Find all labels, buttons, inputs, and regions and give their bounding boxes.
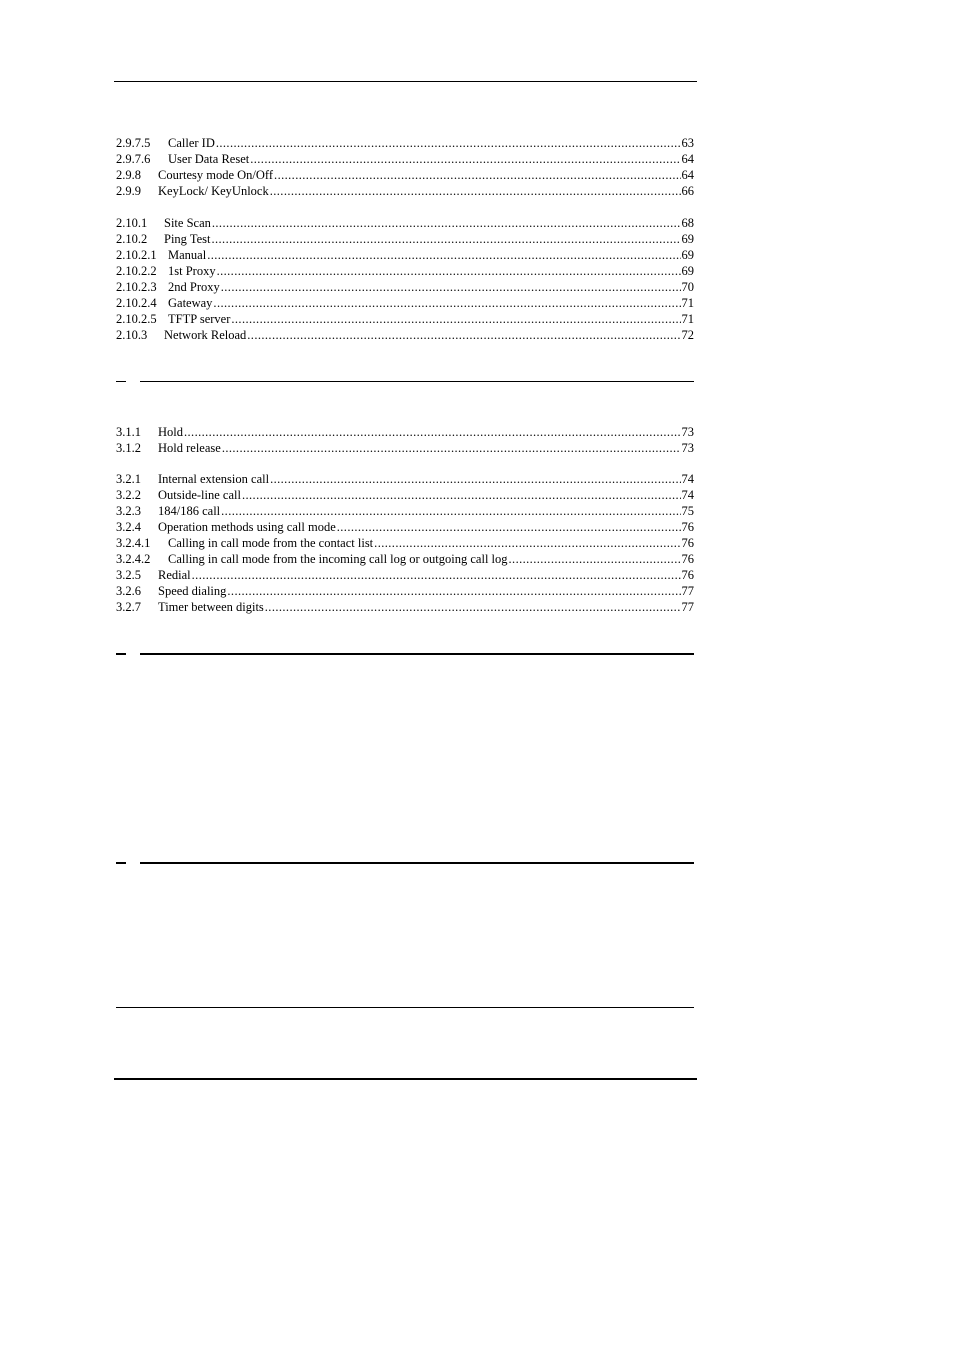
chapter-rule xyxy=(140,653,694,655)
toc-entry[interactable] xyxy=(116,247,694,263)
toc-entry-number: 3.2.6 xyxy=(116,584,141,598)
toc-entry-number: 3.2.4.1 xyxy=(116,536,151,550)
toc-entry-label: Redial xyxy=(158,568,191,582)
toc-entry-page: 69 xyxy=(681,232,694,246)
toc-entry-number: 3.2.3 xyxy=(116,504,141,518)
toc-entry-page: 70 xyxy=(681,280,694,294)
toc-entry-page: 64 xyxy=(681,152,694,166)
toc-entry-number: 2.9.8 xyxy=(116,168,141,182)
toc-entry-page: 77 xyxy=(681,584,694,598)
chapter-rule xyxy=(140,381,694,382)
toc-entry-number: 2.9.7.5 xyxy=(116,136,151,150)
toc-entry-label: 1st Proxy xyxy=(168,264,216,278)
toc-entry-number: 3.2.2 xyxy=(116,488,141,502)
toc-entry-label: Calling in call mode from the incoming call log or outgoing call log xyxy=(168,552,508,566)
toc-leader-dots xyxy=(374,535,680,551)
toc-entry-page: 73 xyxy=(681,425,694,439)
toc-entry-label: Site Scan xyxy=(164,216,211,230)
toc-entry-label: 2nd Proxy xyxy=(168,280,220,294)
section-rule xyxy=(116,1007,694,1008)
toc-entry-number: 2.10.3 xyxy=(116,328,148,342)
toc-entry-number: 2.10.2.4 xyxy=(116,296,157,310)
toc-entry-number: 3.1.2 xyxy=(116,441,141,455)
toc-entry[interactable] xyxy=(116,503,694,519)
toc-entry-page: 69 xyxy=(681,264,694,278)
toc-entry-number: 2.10.2.1 xyxy=(116,248,157,262)
toc-entry[interactable] xyxy=(116,279,694,295)
toc-entry-label: Speed dialing xyxy=(158,584,227,598)
toc-entry-label: KeyLock/ KeyUnlock xyxy=(158,184,269,198)
toc-entry[interactable] xyxy=(116,487,694,503)
toc-entry[interactable] xyxy=(116,151,694,167)
toc-entry-number: 2.10.2.5 xyxy=(116,312,157,326)
toc-entry-label: Calling in call mode from the contact list xyxy=(168,536,374,550)
toc-entry-page: 69 xyxy=(681,248,694,262)
toc-entry-page: 76 xyxy=(681,568,694,582)
toc-entry[interactable] xyxy=(116,551,694,567)
toc-entry[interactable] xyxy=(116,599,694,615)
toc-entry-page: 76 xyxy=(681,552,694,566)
toc-group-d xyxy=(116,471,694,615)
toc-entry-number: 3.2.4 xyxy=(116,520,141,534)
toc-entry-label: Hold xyxy=(158,425,183,439)
header-rule xyxy=(114,81,697,82)
toc-entry[interactable] xyxy=(116,263,694,279)
toc-leader-dots xyxy=(184,424,681,440)
toc-entry[interactable] xyxy=(116,295,694,311)
toc-entry[interactable] xyxy=(116,567,694,583)
toc-entry-number: 2.10.2 xyxy=(116,232,148,246)
chapter-marker xyxy=(116,381,126,382)
toc-entry-number: 2.9.7.6 xyxy=(116,152,151,166)
toc-entry-page: 71 xyxy=(681,296,694,310)
toc-entry-page: 68 xyxy=(681,216,694,230)
toc-entry-page: 64 xyxy=(681,168,694,182)
toc-leader-dots xyxy=(216,135,681,151)
toc-entry-label: Hold release xyxy=(158,441,221,455)
toc-leader-dots xyxy=(222,440,681,456)
toc-leader-dots xyxy=(247,327,680,343)
chapter-rule xyxy=(140,862,694,864)
toc-entry-label: TFTP server xyxy=(168,312,231,326)
toc-entry-number: 3.2.1 xyxy=(116,472,141,486)
toc-leader-dots xyxy=(231,311,680,327)
footer-rule xyxy=(114,1078,697,1080)
toc-entry-number: 3.2.5 xyxy=(116,568,141,582)
toc-entry-label: Gateway xyxy=(168,296,213,310)
toc-entry-label: Ping Test xyxy=(164,232,211,246)
toc-leader-dots xyxy=(274,167,680,183)
toc-entry-page: 76 xyxy=(681,520,694,534)
toc-leader-dots xyxy=(509,551,681,567)
toc-entry[interactable] xyxy=(116,471,694,487)
toc-leader-dots xyxy=(192,567,681,583)
toc-entry[interactable] xyxy=(116,231,694,247)
toc-entry-page: 76 xyxy=(681,536,694,550)
toc-leader-dots xyxy=(270,183,681,199)
toc-leader-dots xyxy=(242,487,681,503)
toc-entry[interactable] xyxy=(116,215,694,231)
toc-leader-dots xyxy=(207,247,680,263)
toc-entry-page: 75 xyxy=(681,504,694,518)
toc-entry[interactable] xyxy=(116,167,694,183)
toc-entry-label: Internal extension call xyxy=(158,472,270,486)
toc-entry-label: Manual xyxy=(168,248,207,262)
toc-leader-dots xyxy=(217,263,681,279)
toc-leader-dots xyxy=(250,151,680,167)
toc-entry-page: 74 xyxy=(681,488,694,502)
toc-entry-label: Network Reload xyxy=(164,328,247,342)
toc-entry-page: 63 xyxy=(681,136,694,150)
toc-entry-page: 71 xyxy=(681,312,694,326)
toc-entry-page: 73 xyxy=(681,441,694,455)
toc-entry-number: 2.10.1 xyxy=(116,216,148,230)
toc-entry-number: 2.9.9 xyxy=(116,184,141,198)
toc-entry-number: 3.1.1 xyxy=(116,425,141,439)
toc-leader-dots xyxy=(337,519,681,535)
toc-leader-dots xyxy=(212,215,681,231)
toc-entry[interactable] xyxy=(116,311,694,327)
toc-entry-page: 74 xyxy=(681,472,694,486)
toc-leader-dots xyxy=(265,599,681,615)
toc-entry-label: Caller ID xyxy=(168,136,215,150)
toc-entry-number: 2.10.2.3 xyxy=(116,280,157,294)
toc-entry-label: 184/186 call xyxy=(158,504,221,518)
toc-entry-label: Courtesy mode On/Off xyxy=(158,168,274,182)
toc-group-c xyxy=(116,424,694,456)
toc-entry[interactable] xyxy=(116,535,694,551)
toc-entry-number: 3.2.7 xyxy=(116,600,141,614)
toc-entry[interactable] xyxy=(116,424,694,440)
toc-entry[interactable] xyxy=(116,440,694,456)
toc-entry-page: 77 xyxy=(681,600,694,614)
toc-entry[interactable] xyxy=(116,183,694,199)
chapter-marker xyxy=(116,653,126,655)
toc-leader-dots xyxy=(211,231,680,247)
toc-entry[interactable] xyxy=(116,327,694,343)
toc-group-b xyxy=(116,215,694,343)
toc-leader-dots xyxy=(213,295,680,311)
toc-entry[interactable] xyxy=(116,583,694,599)
toc-leader-dots xyxy=(221,279,681,295)
chapter-marker xyxy=(116,862,126,864)
toc-leader-dots xyxy=(270,471,680,487)
toc-entry-label: Outside-line call xyxy=(158,488,241,502)
toc-entry-label: Operation methods using call mode xyxy=(158,520,336,534)
toc-entry-number: 2.10.2.2 xyxy=(116,264,157,278)
toc-entry-label: User Data Reset xyxy=(168,152,250,166)
toc-entry-page: 66 xyxy=(681,184,694,198)
toc-entry-label: Timer between digits xyxy=(158,600,264,614)
toc-entry[interactable] xyxy=(116,519,694,535)
toc-leader-dots xyxy=(221,503,680,519)
toc-entry-page: 72 xyxy=(681,328,694,342)
toc-group-a xyxy=(116,135,694,199)
toc-entry[interactable] xyxy=(116,135,694,151)
toc-entry-number: 3.2.4.2 xyxy=(116,552,151,566)
toc-leader-dots xyxy=(227,583,680,599)
